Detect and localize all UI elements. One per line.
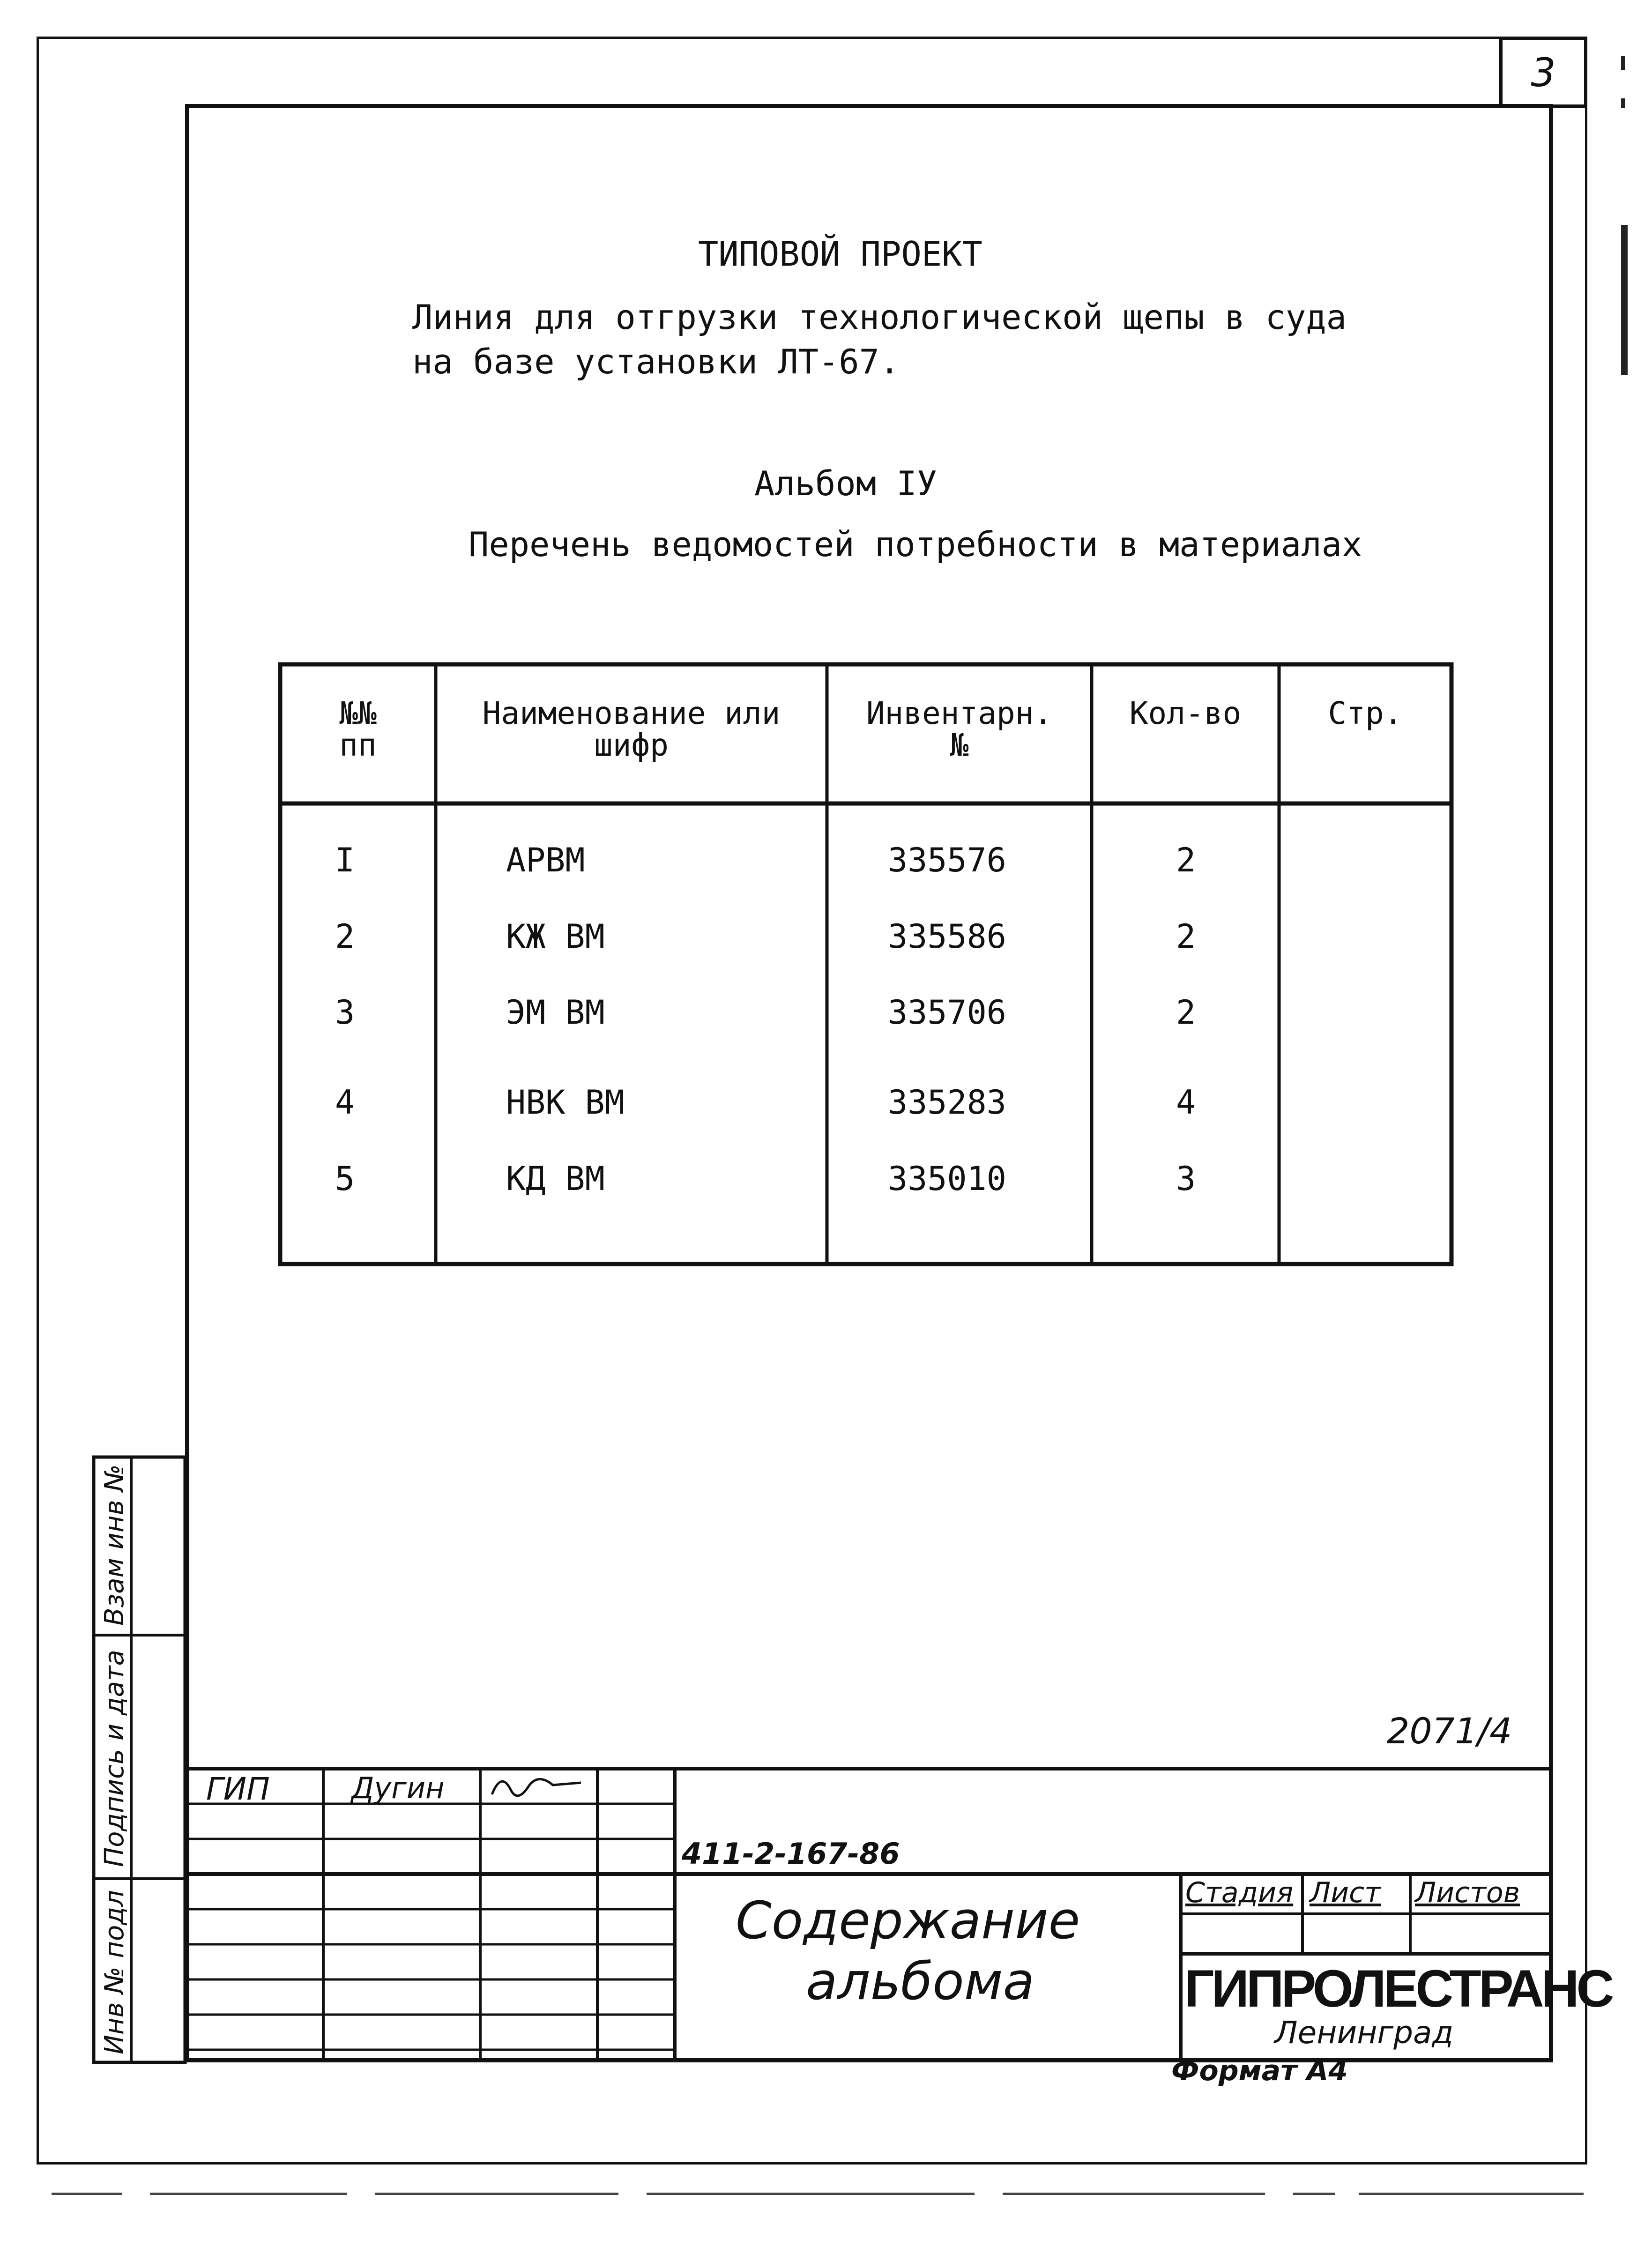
row-5-name: КД ВМ <box>506 1160 605 1198</box>
album-label: Альбом IУ <box>754 464 938 503</box>
album-subtitle: Перечень ведомостей потребности в материалах <box>469 525 1362 564</box>
header-name-line2: шифр <box>594 727 669 763</box>
role-label: ГИП <box>206 1771 270 1807</box>
row-5-qty: 3 <box>1176 1160 1196 1198</box>
row-3-num: 3 <box>335 993 355 1032</box>
scan-dash <box>375 2193 618 2195</box>
row-1-inv: 335576 <box>888 841 1006 879</box>
header-inv-line1: Инвентарн. <box>866 695 1053 731</box>
row-2-inv: 335586 <box>888 917 1006 956</box>
project-title-line1: Линия для отгрузки технологической щепы в суда <box>412 298 1347 337</box>
stamp-label-replace-inv: Взам инв № <box>99 1464 130 1626</box>
scan-dash <box>150 2193 347 2195</box>
document-title-line1: Содержание <box>736 1890 1080 1950</box>
row-4-num: 4 <box>335 1083 355 1122</box>
header-qty: Кол-во <box>1129 695 1242 731</box>
row-3-name: ЭМ ВМ <box>506 993 605 1032</box>
row-1-num: I <box>335 841 355 879</box>
order-number: 2071/4 <box>1387 1710 1512 1752</box>
scan-dash <box>647 2193 975 2195</box>
project-title-line2: на базе установки ЛТ-67. <box>412 342 900 381</box>
header-name-line1: Наименование или <box>482 695 781 731</box>
row-2-num: 2 <box>335 917 355 956</box>
row-3-qty: 2 <box>1176 993 1196 1032</box>
row-4-qty: 4 <box>1176 1083 1196 1122</box>
stamp-label-signature-date: Подпись и дата <box>99 1650 130 1867</box>
row-2-name: КЖ ВМ <box>506 917 605 956</box>
header-page: Стр. <box>1328 695 1403 731</box>
page-number: 3 <box>1531 50 1556 96</box>
header-inv-line2: № <box>950 727 969 763</box>
sheets-label: Листов <box>1415 1876 1520 1909</box>
row-2-qty: 2 <box>1176 917 1196 956</box>
document-code: 411-2-167-86 <box>682 1837 900 1871</box>
header-num-line2: пп <box>339 727 377 763</box>
row-4-name: НВК ВМ <box>506 1083 625 1122</box>
scan-dash <box>1359 2193 1584 2195</box>
row-4-inv: 335283 <box>888 1083 1006 1122</box>
document-title-line2: альбома <box>806 1951 1035 2011</box>
organization-city: Ленинград <box>1274 2015 1454 2051</box>
row-5-inv: 335010 <box>888 1160 1006 1198</box>
scan-dash <box>1293 2193 1335 2195</box>
scan-dash <box>52 2193 122 2195</box>
stamp-label-original-inv: Инв № подл <box>99 1890 130 2054</box>
stage-label: Стадия <box>1185 1876 1294 1909</box>
project-type: ТИПОВОЙ ПРОЕКТ <box>698 234 982 274</box>
row-1-qty: 2 <box>1176 841 1196 879</box>
format-label: Формат А4 <box>1171 2054 1348 2087</box>
person-name: Дугин <box>351 1771 445 1805</box>
sheet-label: Лист <box>1310 1876 1381 1909</box>
scan-dash <box>1003 2193 1265 2195</box>
row-3-inv: 335706 <box>888 993 1006 1032</box>
row-5-num: 5 <box>335 1160 355 1198</box>
organization-name: ГИПРОЛЕСТРАНС <box>1184 1959 1612 2018</box>
header-num-line1: №№ <box>339 695 377 731</box>
row-1-name: АРВМ <box>506 841 585 879</box>
